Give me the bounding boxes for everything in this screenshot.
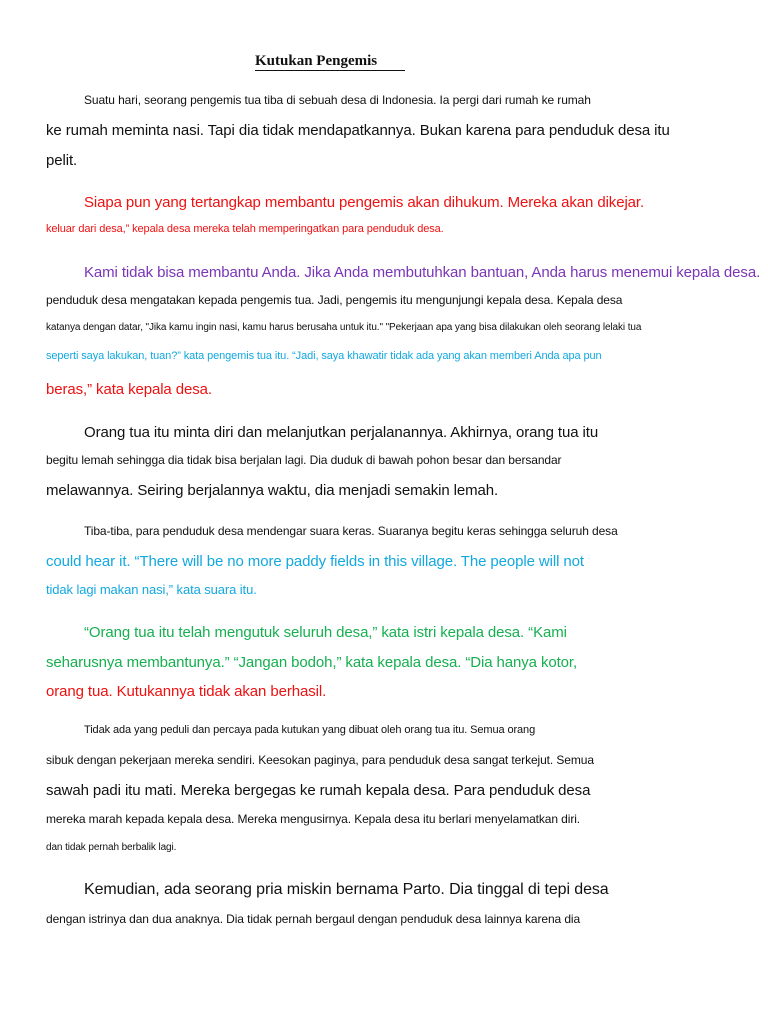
text-line: “Orang tua itu telah mengutuk seluruh desa,” kata istri kepala desa. “Kami xyxy=(84,624,567,641)
text-line: pelit. xyxy=(46,152,78,169)
text-line: Tiba-tiba, para penduduk desa mendengar suara keras. Suaranya begitu keras sehingga seluruh desa xyxy=(84,524,618,538)
text-line: Tidak ada yang peduli dan percaya pada kutukan yang dibuat oleh orang tua itu. Semua orang xyxy=(84,724,536,736)
text-line: seperti saya lakukan, tuan?” kata pengemis tua itu. “Jadi, saya khawatir tidak ada yang akan memberi Anda apa pun xyxy=(46,350,602,362)
text-line: melawannya. Seiring berjalannya waktu, dia menjadi semakin lemah. xyxy=(46,482,499,499)
text-line: mereka marah kepada kepala desa. Mereka mengusirnya. Kepala desa itu berlari menyelamatkan diri. xyxy=(46,812,581,826)
text-line: Orang tua itu minta diri dan melanjutkan perjalanannya. Akhirnya, orang tua itu xyxy=(84,424,599,441)
text-line: Suatu hari, seorang pengemis tua tiba di sebuah desa di Indonesia. Ia pergi dari rumah ke rumah xyxy=(84,93,591,107)
text-line: sawah padi itu mati. Mereka bergegas ke rumah kepala desa. Para penduduk desa xyxy=(46,782,591,799)
text-line: seharusnya membantunya.” “Jangan bodoh,” kata kepala desa. “Dia hanya kotor, xyxy=(46,654,578,671)
text-line: beras,” kata kepala desa. xyxy=(46,381,212,398)
text-line: Kami tidak bisa membantu Anda. Jika Anda membutuhkan bantuan, Anda harus menemui kepala desa. xyxy=(84,264,761,281)
document-title: Kutukan Pengemis xyxy=(255,52,405,71)
text-line: katanya dengan datar, "Jika kamu ingin nasi, kamu harus berusaha untuk itu." "Pekerjaan apa yang bisa dilakukan oleh seorang lelaki tua xyxy=(46,322,642,333)
text-line: tidak lagi makan nasi,” kata suara itu. xyxy=(46,582,257,597)
text-line: sibuk dengan pekerjaan mereka sendiri. Keesokan paginya, para penduduk desa sangat terkejut. Semua xyxy=(46,753,594,767)
text-line: penduduk desa mengatakan kepada pengemis tua. Jadi, pengemis itu mengunjungi kepala desa. Kepala desa xyxy=(46,293,623,307)
text-line: dengan istrinya dan dua anaknya. Dia tidak pernah bergaul dengan penduduk desa lainnya karena dia xyxy=(46,912,581,926)
text-line: keluar dari desa,” kepala desa mereka telah memperingatkan para penduduk desa. xyxy=(46,223,444,235)
text-line: Siapa pun yang tertangkap membantu pengemis akan dihukum. Mereka akan dikejar. xyxy=(84,194,645,211)
text-line: dan tidak pernah berbalik lagi. xyxy=(46,842,177,853)
text-line: Kemudian, ada seorang pria miskin bernama Parto. Dia tinggal di tepi desa xyxy=(84,881,609,898)
text-line: ke rumah meminta nasi. Tapi dia tidak mendapatkannya. Bukan karena para penduduk desa itu xyxy=(46,122,670,139)
text-line: orang tua. Kutukannya tidak akan berhasil. xyxy=(46,683,327,700)
text-line: begitu lemah sehingga dia tidak bisa berjalan lagi. Dia duduk di bawah pohon besar dan bersandar xyxy=(46,453,562,467)
text-line: could hear it. “There will be no more paddy fields in this village. The people will not xyxy=(46,553,584,570)
